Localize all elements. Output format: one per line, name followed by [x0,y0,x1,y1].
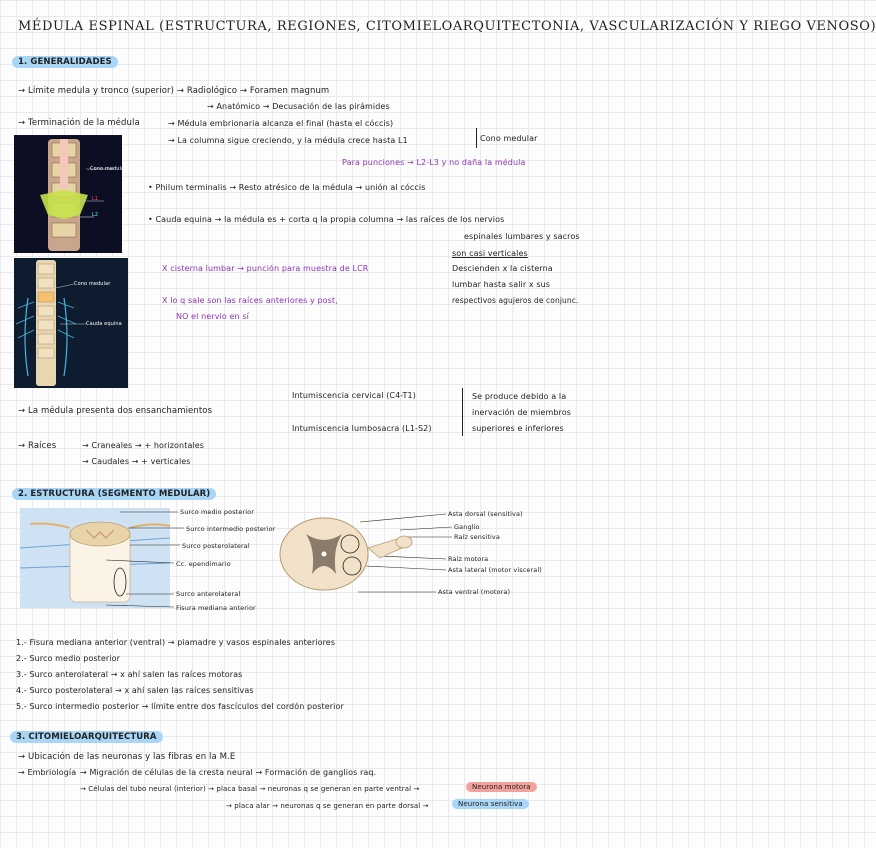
section-2-heading [12,489,216,499]
raices-note-1: X lo q sale son las raíces anteriores y post, [162,296,338,305]
spine-image-1 [14,135,127,253]
terminacion-1: → Médula embrionaria alcanza el final (hasta el cóccis) [168,119,394,128]
raices-line: → Raíces [18,441,57,451]
terminacion-line: → Terminación de la médula [18,118,140,128]
ensan-note-1: Se produce debido a la [472,392,567,401]
right-label-2: Raíz sensitiva [454,533,500,541]
right-label-1: Ganglio [454,523,480,531]
neurona-sensitiva-badge [452,799,529,809]
right-label-5: Asta ventral (motora) [438,588,511,596]
cauda-line-5: lumbar hasta salir x sus [452,280,551,289]
structure-list-3: 3.- Surco anterolateral → x ahí salen las raíces motoras [16,670,243,679]
section-1-heading-label: 1. GENERALIDADES [12,56,118,68]
ubicacion-line: → Ubicación de las neuronas y las fibras en la M.E [18,752,236,762]
caudales-line: → Caudales → + verticales [82,457,191,466]
terminacion-2: → La columna sigue creciendo, y la médula crece hasta L1 [168,136,408,145]
page-title: MÉDULA ESPINAL (ESTRUCTURA, REGIONES, CITOMIELOARQUITECTONIA, VASCULARIZACIÓN Y RIEGO VENOSO) [18,19,876,34]
filum-line: • Philum terminalis → Resto atrésico de la médula → unión al cóccis [148,183,426,192]
cauda-line-2: espinales lumbares y sacros [464,232,580,241]
img1-label-l1: L1 [92,196,99,202]
cauda-line: • Cauda equina → la médula es + corta q la propia columna → las raíces de los nervios [148,215,505,224]
cross-section-illustration [276,514,426,594]
left-label-1: Surco intermedio posterior [186,525,276,533]
placa-alar-line: → placa alar → neuronas q se generan en parte dorsal → [226,802,429,810]
neurona-sensitiva-label: Neurona sensitiva [452,799,529,809]
cauda-line-4: Descienden x la cisterna [452,264,553,273]
brace-cono [476,128,477,148]
section-3-heading-label: 3. CITOMIELOARQUITECTURA [10,731,163,743]
cono-medular-label: Cono medular [480,134,538,143]
left-label-3: Cc. ependimario [176,560,231,568]
right-label-3: Raíz motora [448,555,489,563]
cauda-line-3: son casi verticales [452,249,528,258]
celulas-line: → Células del tubo neural (interior) → placa basal → neuronas q se generan en parte ventral → [80,785,420,793]
segment-3d-image [20,508,170,608]
ensan-note-3: superiores e inferiores [472,424,564,433]
img2-label-cono: Cono medular [74,281,111,287]
right-label-0: Asta dorsal (sensitiva) [448,510,523,518]
structure-list-4: 4.- Surco posterolateral → x ahí salen las raíces sensitivas [16,686,254,695]
punciones-note: Para punciones → L2-L3 y no daña la médula [342,158,526,167]
migracion-line: → Migración de células de la cresta neural → Formación de ganglios raq. [80,768,377,777]
img1-label-l2: L2 [92,212,99,218]
section-2-heading-label: 2. ESTRUCTURA (SEGMENTO MEDULAR) [12,488,216,500]
intum-cervical: Intumiscencia cervical (C4-T1) [292,391,416,400]
section-1-heading [12,57,118,67]
img1-label-cono: Cono medular [90,166,127,172]
neurona-motora-badge [466,782,537,792]
spine-image-2 [14,258,128,388]
left-label-0: Surco medio posterior [180,508,254,516]
craneales-line: → Craneales → + horizontales [82,441,205,450]
limite-line: → Límite medula y tronco (superior) → Radiológico → Foramen magnum [18,86,330,96]
limite-line-2: → Anatómico → Decusación de las pirámides [207,102,390,111]
structure-list-5: 5.- Surco intermedio posterior → límite entre dos fascículos del cordón posterior [16,702,344,711]
segment-3d-illustration [20,508,170,608]
left-label-5: Fisura mediana anterior [176,604,256,612]
brace-ensan [462,388,463,436]
spine-illustration-1 [14,135,122,253]
cauda-line-6: respectivos agujeros de conjunc. [452,296,579,305]
ensanchamientos-line: → La médula presenta dos ensanchamientos [18,406,213,416]
right-label-4: Asta lateral (motor visceral) [448,566,542,574]
structure-list-2: 2.- Surco medio posterior [16,654,121,663]
embrio-line: → Embriología [18,768,77,777]
intum-lumbosacra: Intumiscencia lumbosacra (L1-S2) [292,424,432,433]
structure-list-1: 1.- Fisura mediana anterior (ventral) → piamadre y vasos espinales anteriores [16,638,336,647]
raices-note-2: NO el nervio en sí [176,312,249,321]
img2-label-cauda: Cauda equina [86,321,122,327]
left-label-2: Surco posterolateral [182,542,250,550]
left-label-4: Surco anterolateral [176,590,241,598]
cross-section-image [276,514,426,594]
neurona-motora-label: Neurona motora [466,782,537,792]
ensan-note-2: inervación de miembros [472,408,571,417]
cisterna-note: X cisterna lumbar → punción para muestra de LCR [162,264,369,273]
section-3-heading [10,732,163,742]
